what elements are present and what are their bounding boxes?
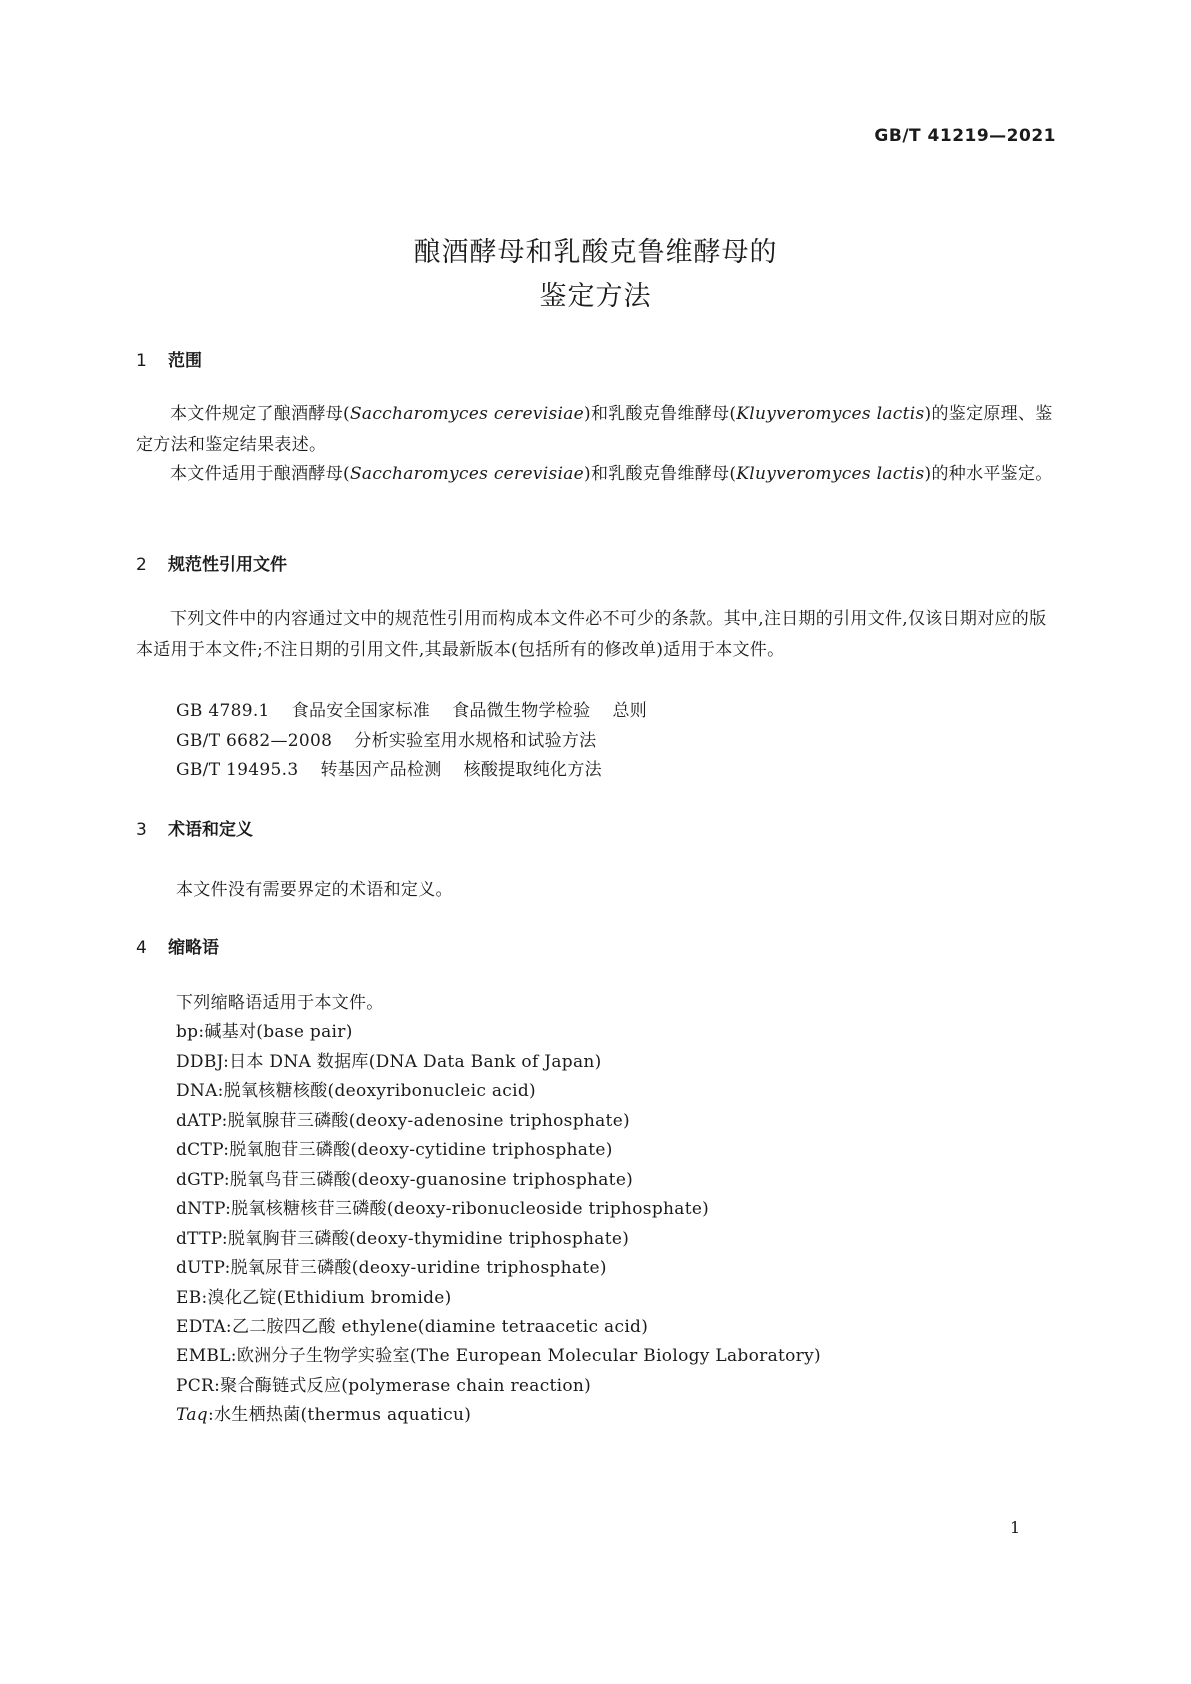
reference-title: 转基因产品检测 [320,760,442,780]
abbreviation-item: EB:溴化乙锭(Ethidium bromide) [176,1288,452,1308]
reference-item [176,755,602,780]
species-name: Saccharomyces cerevisiae [349,464,585,484]
document-title-line1: 酿酒酵母和乳酸克鲁维酵母的 [413,237,778,268]
section-heading-abbreviations [136,933,219,958]
reference-item [176,726,596,751]
text-segment: )和乳酸克鲁维酵母( [584,464,737,484]
abbreviation-item: dGTP:脱氧鸟苷三磷酸(deoxy-guanosine triphosphate) [176,1170,634,1190]
text-segment: 本文件适用于酿酒酵母( [170,464,350,484]
section-heading-scope [136,346,202,371]
species-name: Kluyveromyces lactis [736,404,925,424]
abbreviation-definition: :水生栖热菌(thermus aquaticu) [207,1405,472,1425]
section-title: 范围 [168,351,202,371]
reference-code: GB/T 6682—2008 [176,731,333,751]
abbreviation-item: bp:碱基对(base pair) [176,1022,353,1042]
abbreviation-item: dUTP:脱氧尿苷三磷酸(deoxy-uridine triphosphate) [176,1258,607,1278]
references-intro: 下列文件中的内容通过文中的规范性引用而构成本文件必不可少的条款。其中,注日期的引用文件,仅该日期对应的版本适用于本文件;不注日期的引用文件,其最新版本(包括所有的修改单)适用于本文件。 [136,609,1047,660]
species-name: Kluyveromyces lactis [736,464,925,484]
section-heading-normative-references [136,550,287,575]
abbreviation-item: DDBJ:日本 DNA 数据库(DNA Data Bank of Japan) [176,1052,602,1072]
section-title: 缩略语 [168,938,219,958]
section-title: 规范性引用文件 [168,555,287,575]
abbreviation-item: dCTP:脱氧胞苷三磷酸(deoxy-cytidine triphosphate) [176,1140,613,1160]
reference-title: 食品安全国家标准 [291,701,431,721]
reference-code: GB/T 19495.3 [176,760,299,780]
abbreviation-item [176,1400,471,1425]
abbreviation-item: dNTP:脱氧核糖核苷三磷酸(deoxy-ribonucleoside triphosphate) [176,1199,710,1219]
abbreviation-item: DNA:脱氧核糖核酸(deoxyribonucleic acid) [176,1081,536,1101]
page-number: 1 [1010,1518,1021,1537]
reference-title: 核酸提取纯化方法 [463,760,602,780]
scope-paragraph-1 [136,399,1058,461]
section-heading-terms [136,815,253,840]
abbreviation-term: Taq [176,1405,208,1425]
document-title-line2: 鉴定方法 [539,281,652,312]
section-number: 3 [136,820,147,840]
abbreviations-intro: 下列缩略语适用于本文件。 [176,993,384,1013]
reference-title: 总则 [612,701,648,721]
section-number: 1 [136,351,147,371]
reference-title: 分析实验室用水规格和试验方法 [354,731,597,751]
abbreviation-item: EMBL:欧洲分子生物学实验室(The European Molecular Biology Laboratory) [176,1346,821,1366]
text-segment: 本文件规定了酿酒酵母( [170,404,350,424]
section-title: 术语和定义 [168,820,253,840]
species-name: Saccharomyces cerevisiae [349,404,585,424]
section-number: 2 [136,555,147,575]
abbreviation-item: dATP:脱氧腺苷三磷酸(deoxy-adenosine triphosphate) [176,1111,630,1131]
terms-text: 本文件没有需要界定的术语和定义。 [176,880,453,900]
section-number: 4 [136,938,147,958]
reference-code: GB 4789.1 [176,701,270,721]
reference-title: 食品微生物学检验 [452,701,591,721]
abbreviation-item: dTTP:脱氧胸苷三磷酸(deoxy-thymidine triphosphate) [176,1229,630,1249]
text-segment: )的鉴定原理、鉴定方法和鉴定结果表述。 [136,404,1053,455]
text-segment: )的种水平鉴定。 [924,464,1053,484]
text-segment: )和乳酸克鲁维酵母( [584,404,737,424]
standard-code: GB/T 41219—2021 [874,126,1056,146]
abbreviation-item: PCR:聚合酶链式反应(polymerase chain reaction) [176,1376,592,1396]
scope-paragraph-2 [136,459,1058,490]
reference-item [176,696,647,721]
abbreviation-item: EDTA:乙二胺四乙酸 ethylene(diamine tetraacetic acid) [176,1317,649,1337]
